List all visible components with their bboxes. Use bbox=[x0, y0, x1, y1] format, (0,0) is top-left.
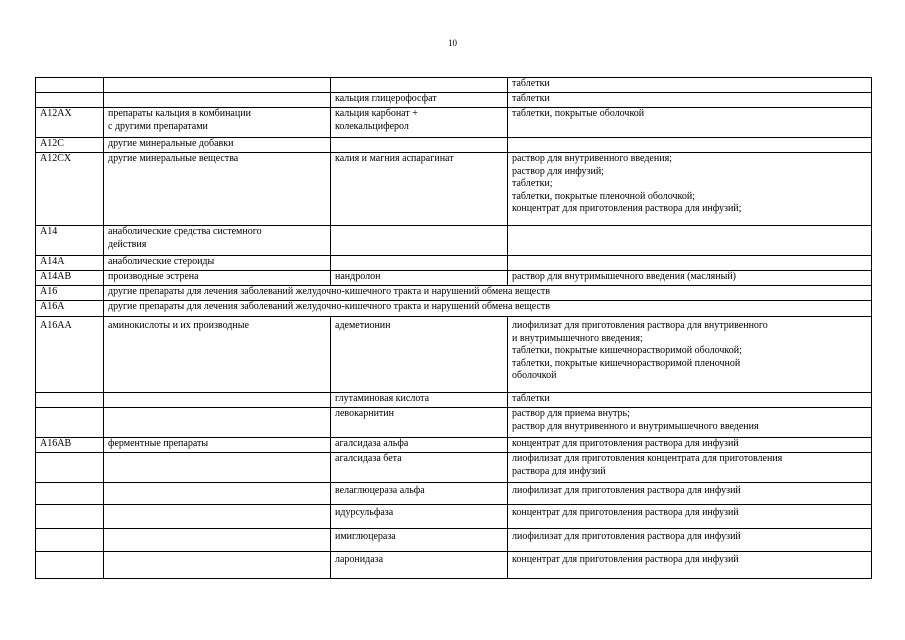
dosage-form-cell bbox=[508, 393, 872, 408]
group-name-line: анаболические средства системного bbox=[108, 226, 262, 237]
drug-cell bbox=[331, 78, 508, 93]
atc-code-cell bbox=[36, 453, 104, 483]
group-name: другие препараты для лечения заболеваний желудочно-кишечного тракта и нарушений обмена веществ bbox=[108, 286, 550, 297]
atc-code-cell bbox=[36, 271, 104, 286]
table-row bbox=[36, 138, 872, 153]
group-cell bbox=[104, 552, 331, 579]
table-row bbox=[36, 453, 872, 483]
group-name: ферментные препараты bbox=[108, 438, 209, 449]
atc-code-cell bbox=[36, 153, 104, 226]
drug-name-line: колекальциферол bbox=[335, 120, 409, 132]
dosage-form-cell bbox=[508, 108, 872, 138]
group-cell bbox=[104, 153, 331, 226]
dosage-form-line: таблетки, покрытые пленочной оболочкой; bbox=[512, 190, 696, 202]
group-cell bbox=[104, 393, 331, 408]
atc-code-cell bbox=[36, 108, 104, 138]
atc-code: A12AX bbox=[40, 108, 72, 119]
dosage-form-line: концентрат для приготовления раствора для инфузий; bbox=[512, 203, 742, 214]
dosage-form-line: раствор для внутривенного введения; bbox=[512, 153, 672, 164]
group-cell bbox=[104, 93, 331, 108]
atc-code-cell bbox=[36, 317, 104, 393]
atc-code-cell bbox=[36, 301, 104, 317]
group-cell bbox=[104, 226, 331, 256]
drug-cell bbox=[331, 226, 508, 256]
dosage-form-line: лиофилизат для приготовления концентрата для приготовления bbox=[512, 453, 783, 464]
dosage-form-line: раствор для приема внутрь; bbox=[512, 408, 630, 419]
atc-code: A16AB bbox=[40, 438, 72, 449]
drug-cell bbox=[331, 483, 508, 505]
dosage-form-line: таблетки, покрытые кишечнорастворимой пленочной bbox=[512, 357, 741, 369]
table-row bbox=[36, 108, 872, 138]
table-row bbox=[36, 78, 872, 93]
drug-table bbox=[35, 77, 872, 579]
drug-name: левокарнитин bbox=[335, 408, 395, 419]
atc-code-cell bbox=[36, 286, 104, 301]
drug-name: идурсульфаза bbox=[335, 507, 394, 518]
atc-code-cell bbox=[36, 393, 104, 408]
dosage-form-cell bbox=[508, 271, 872, 286]
dosage-form-cell bbox=[508, 138, 872, 153]
table-row bbox=[36, 529, 872, 552]
atc-code-cell bbox=[36, 93, 104, 108]
drug-cell bbox=[331, 453, 508, 483]
table-row bbox=[36, 408, 872, 438]
atc-code-cell bbox=[36, 226, 104, 256]
table-row bbox=[36, 301, 872, 317]
group-name-line: действия bbox=[108, 238, 147, 250]
drug-name: калия и магния аспарагинат bbox=[335, 153, 454, 164]
atc-code: A16 bbox=[40, 286, 58, 297]
table-row bbox=[36, 552, 872, 579]
group-cell bbox=[104, 317, 331, 393]
dosage-form-cell bbox=[508, 552, 872, 579]
dosage-form-cell bbox=[508, 438, 872, 453]
dosage-form: таблетки bbox=[512, 93, 550, 104]
table-row bbox=[36, 93, 872, 108]
group-name: другие минеральные добавки bbox=[108, 138, 234, 149]
dosage-form-cell bbox=[508, 93, 872, 108]
group-cell bbox=[104, 438, 331, 453]
atc-code-cell bbox=[36, 483, 104, 505]
drug-cell bbox=[331, 505, 508, 529]
atc-code-cell bbox=[36, 78, 104, 93]
group-name: аминокислоты и их производные bbox=[108, 320, 249, 331]
group-name: анаболические стероиды bbox=[108, 256, 215, 267]
drug-name: имиглюцераза bbox=[335, 531, 396, 542]
group-cell bbox=[104, 256, 331, 271]
drug-cell bbox=[331, 93, 508, 108]
atc-code: A16A bbox=[40, 301, 65, 312]
dosage-form-line: раствора для инфузий bbox=[512, 465, 606, 477]
dosage-form: концентрат для приготовления раствора для инфузий bbox=[512, 554, 739, 565]
table-row bbox=[36, 226, 872, 256]
drug-name: ларонидаза bbox=[335, 554, 384, 565]
drug-cell bbox=[331, 271, 508, 286]
table-row bbox=[36, 317, 872, 393]
group-cell bbox=[104, 138, 331, 153]
drug-name: агалсидаза бета bbox=[335, 453, 402, 464]
group-cell bbox=[104, 78, 331, 93]
dosage-form: концентрат для приготовления раствора для инфузий bbox=[512, 438, 739, 449]
drug-name: адеметионин bbox=[335, 320, 391, 331]
atc-code-cell bbox=[36, 256, 104, 271]
group-cell bbox=[104, 529, 331, 552]
group-cell bbox=[104, 505, 331, 529]
drug-cell bbox=[331, 138, 508, 153]
table-row bbox=[36, 271, 872, 286]
group-name: другие препараты для лечения заболеваний желудочно-кишечного тракта и нарушений обмена веществ bbox=[108, 301, 550, 312]
drug-name: глутаминовая кислота bbox=[335, 393, 430, 404]
table-row bbox=[36, 483, 872, 505]
drug-cell bbox=[331, 529, 508, 552]
drug-cell bbox=[331, 438, 508, 453]
group-cell bbox=[104, 286, 872, 301]
dosage-form-line: оболочкой bbox=[512, 370, 557, 381]
dosage-form-cell bbox=[508, 317, 872, 393]
dosage-form: раствор для внутримышечного введения (масляный) bbox=[512, 271, 736, 282]
dosage-form-line: таблетки, покрытые кишечнорастворимой оболочкой; bbox=[512, 345, 742, 356]
dosage-form-line: раствор для внутривенного и внутримышечного введения bbox=[512, 420, 759, 432]
page-number: 10 bbox=[448, 38, 457, 48]
atc-code: A14A bbox=[40, 256, 65, 267]
atc-code: A12C bbox=[40, 138, 64, 149]
drug-name-line: кальция карбонат + bbox=[335, 108, 418, 119]
dosage-form-cell bbox=[508, 505, 872, 529]
drug-cell bbox=[331, 393, 508, 408]
atc-code-cell bbox=[36, 529, 104, 552]
drug-name: велаглюцераза альфа bbox=[335, 485, 425, 496]
group-cell bbox=[104, 301, 872, 317]
dosage-form: лиофилизат для приготовления раствора для инфузий bbox=[512, 531, 741, 542]
table-row bbox=[36, 393, 872, 408]
atc-code: A12CX bbox=[40, 153, 72, 164]
atc-code: A14AB bbox=[40, 271, 72, 282]
dosage-form-cell bbox=[508, 78, 872, 93]
table-row bbox=[36, 438, 872, 453]
group-name-line: с другими препаратами bbox=[108, 120, 208, 132]
atc-code-cell bbox=[36, 438, 104, 453]
dosage-form-cell bbox=[508, 529, 872, 552]
drug-name: нандролон bbox=[335, 271, 381, 282]
drug-name: агалсидаза альфа bbox=[335, 438, 409, 449]
dosage-form-line: раствор для инфузий; bbox=[512, 165, 604, 177]
table-row bbox=[36, 256, 872, 271]
group-cell bbox=[104, 108, 331, 138]
dosage-form: таблетки bbox=[512, 393, 550, 404]
dosage-form-cell bbox=[508, 483, 872, 505]
table-row bbox=[36, 153, 872, 226]
dosage-form-cell bbox=[508, 408, 872, 438]
dosage-form-cell bbox=[508, 256, 872, 271]
drug-cell bbox=[331, 153, 508, 226]
table-row bbox=[36, 505, 872, 529]
group-cell bbox=[104, 483, 331, 505]
dosage-form: лиофилизат для приготовления раствора для инфузий bbox=[512, 485, 741, 496]
atc-code-cell bbox=[36, 552, 104, 579]
atc-code-cell bbox=[36, 408, 104, 438]
group-name: производные эстрена bbox=[108, 271, 199, 282]
dosage-form-line: таблетки; bbox=[512, 178, 553, 189]
drug-cell bbox=[331, 108, 508, 138]
drug-cell bbox=[331, 552, 508, 579]
dosage-form-line: и внутримышечного введения; bbox=[512, 332, 643, 344]
group-name: другие минеральные вещества bbox=[108, 153, 239, 164]
drug-cell bbox=[331, 408, 508, 438]
dosage-form-cell bbox=[508, 226, 872, 256]
atc-code: A16AA bbox=[40, 320, 72, 331]
dosage-form-cell bbox=[508, 153, 872, 226]
dosage-form: таблетки, покрытые оболочкой bbox=[512, 108, 645, 119]
group-name-line: препараты кальция в комбинации bbox=[108, 108, 251, 119]
dosage-form-cell bbox=[508, 453, 872, 483]
dosage-form: таблетки bbox=[512, 78, 550, 89]
drug-name: кальция глицерофосфат bbox=[335, 93, 437, 104]
dosage-form: концентрат для приготовления раствора для инфузий bbox=[512, 507, 739, 518]
atc-code-cell bbox=[36, 505, 104, 529]
atc-code: A14 bbox=[40, 226, 58, 237]
atc-code-cell bbox=[36, 138, 104, 153]
drug-cell bbox=[331, 256, 508, 271]
drug-cell bbox=[331, 317, 508, 393]
group-cell bbox=[104, 453, 331, 483]
table-row bbox=[36, 286, 872, 301]
group-cell bbox=[104, 271, 331, 286]
group-cell bbox=[104, 408, 331, 438]
dosage-form-line: лиофилизат для приготовления раствора для внутривенного bbox=[512, 320, 768, 331]
